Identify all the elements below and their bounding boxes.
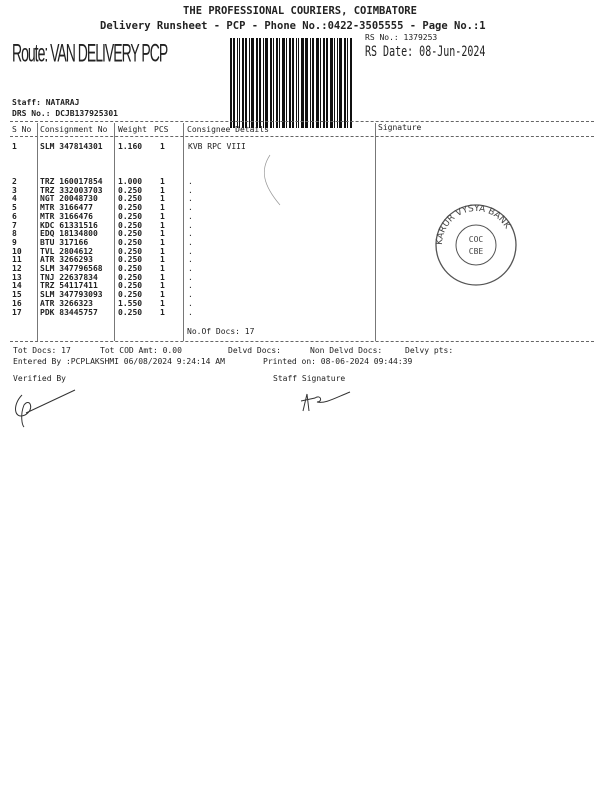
cell-consignee: .	[188, 177, 193, 186]
cell-weight: 0.250	[118, 194, 143, 204]
cell-consignee: .	[188, 229, 193, 239]
barcode-bar	[256, 38, 258, 128]
cell-pcs: 1	[160, 237, 165, 247]
barcode-bar	[270, 38, 272, 128]
barcode-bar	[251, 38, 254, 128]
barcode-bar	[279, 38, 280, 128]
cell-sno: 15	[12, 290, 22, 300]
cell-weight: 0.250	[118, 281, 143, 291]
cell-consignee: .	[188, 264, 193, 273]
cell-pcs: 1	[160, 255, 165, 265]
entered-by: Entered By :PCPLAKSHMI 06/08/2024 9:24:14 AM	[13, 357, 225, 366]
delvy-pts: Delvy pts:	[405, 346, 454, 355]
col-weight: Weight	[118, 125, 147, 134]
barcode-bar	[310, 38, 311, 128]
barcode-bar	[242, 38, 244, 128]
cell-pcs: 1	[160, 220, 165, 230]
cell-sno: 17	[12, 307, 22, 317]
barcode-bar	[330, 38, 333, 128]
cell-pcs: 1	[160, 185, 165, 195]
cell-weight: 0.250	[118, 203, 143, 213]
barcode-bar	[239, 38, 240, 128]
cell-sno: 7	[12, 220, 17, 230]
barcode-bar	[265, 38, 268, 128]
verified-by-label: Verified By	[13, 374, 66, 383]
cell-weight: 0.250	[118, 307, 143, 317]
cell-sno: 8	[12, 229, 17, 239]
barcode-bar	[350, 38, 352, 128]
barcode-bar	[263, 38, 264, 128]
cell-pcs: 1	[160, 211, 165, 221]
cell-sno: 16	[12, 298, 22, 308]
tot-cod: Tot COD Amt: 0.00	[100, 346, 182, 355]
barcode-bar	[344, 38, 346, 128]
runsheet-subtitle: Delivery Runsheet - PCP - Phone No.:0422-3505555 - Page No.:1	[100, 20, 486, 32]
cell-consignee: .	[188, 237, 193, 247]
cell-weight: 0.250	[118, 220, 143, 230]
cell-weight: 0.250	[118, 290, 143, 300]
cell-consignee: .	[188, 298, 193, 308]
cell-sno: 2	[12, 177, 17, 186]
cell-weight: 1.550	[118, 298, 143, 308]
cell-consignee: .	[188, 211, 193, 221]
barcode-bar	[337, 38, 338, 128]
cell-sno: 12	[12, 264, 22, 273]
cell-weight: 0.250	[118, 246, 143, 256]
bank-stamp	[428, 200, 528, 290]
cell-consignment: KDC 61331516	[40, 220, 98, 230]
col-consignment: Consignment No	[40, 125, 108, 134]
stamp-inner-text: CBE	[468, 247, 484, 256]
printed-on: Printed on: 08-06-2024 09:44:39	[263, 357, 413, 366]
staff-signature	[295, 386, 355, 416]
drs-number: DRS No.: DCJB137925301	[12, 109, 118, 118]
stamp-inner-text: COC	[468, 235, 484, 244]
pen-mark	[255, 150, 285, 210]
cell-weight: 0.250	[118, 237, 143, 247]
barcode-bar	[273, 38, 274, 128]
cell-sno: 4	[12, 194, 17, 204]
rs-date: RS Date: 08-Jun-2024	[365, 44, 486, 60]
cell-consignee: .	[188, 220, 193, 230]
cell-pcs: 1	[160, 290, 165, 300]
route-label: Route: VAN DELIVERY PCP	[12, 38, 168, 67]
cell-pcs: 1	[160, 246, 165, 256]
cell-pcs: 1	[160, 142, 165, 151]
barcode-bar	[249, 38, 250, 128]
barcode-bar	[233, 38, 235, 128]
cell-weight: 0.250	[118, 211, 143, 221]
barcode-bar	[296, 38, 297, 128]
tot-docs: Tot Docs: 17	[13, 346, 71, 355]
cell-consignment: TRZ 332003703	[40, 185, 103, 195]
cell-sno: 11	[12, 255, 22, 265]
cell-consignment: MTR 3166476	[40, 211, 93, 221]
barcode-bar	[245, 38, 247, 128]
company-title: THE PROFESSIONAL COURIERS, COIMBATORE	[183, 5, 417, 17]
cell-consignment: TVL 2804612	[40, 246, 93, 256]
cell-sno: 1	[12, 142, 17, 151]
cell-weight: 1.160	[118, 142, 143, 151]
cell-pcs: 1	[160, 281, 165, 291]
col-signature: Signature	[378, 123, 422, 132]
cell-weight: 0.250	[118, 185, 143, 195]
col-sno: S No	[12, 125, 32, 134]
cell-sno: 5	[12, 203, 17, 213]
cell-consignment: BTU 317166	[40, 237, 89, 247]
barcode-bar	[323, 38, 325, 128]
barcode-bar	[326, 38, 328, 128]
cell-pcs: 1	[160, 229, 165, 239]
cell-consignee: KVB RPC VIII	[188, 142, 246, 151]
cell-weight: 0.250	[118, 264, 143, 273]
cell-consignment: NGT 20048730	[40, 194, 98, 204]
barcode-bar	[339, 38, 342, 128]
cell-pcs: 1	[160, 298, 165, 308]
cell-consignee: .	[188, 307, 193, 317]
stamp-outer-text: KARUR VYSYA BANK	[434, 203, 513, 246]
cell-consignment: EDQ 18134800	[40, 229, 98, 239]
barcode-bar	[305, 38, 308, 128]
cell-consignee: .	[188, 255, 193, 265]
cell-consignment: MTR 3166477	[40, 203, 93, 213]
cell-pcs: 1	[160, 264, 165, 273]
cell-pcs: 1	[160, 272, 165, 282]
cell-sno: 9	[12, 237, 17, 247]
non-delvd-docs: Non Delvd Docs:	[310, 346, 383, 355]
cell-consignment: ATR 3266293	[40, 255, 93, 265]
barcode-bar	[301, 38, 304, 128]
rs-number: RS No.: 1379253	[365, 33, 438, 42]
delvd-docs: Delvd Docs:	[228, 346, 281, 355]
barcode-bar	[259, 38, 261, 128]
cell-consignee: .	[188, 185, 193, 195]
cell-consignment: PDK 83445757	[40, 307, 98, 317]
barcode-bar	[320, 38, 321, 128]
cell-weight: 0.250	[118, 255, 143, 265]
cell-consignee: .	[188, 194, 193, 204]
barcode-bar	[237, 38, 238, 128]
cell-pcs: 1	[160, 177, 165, 186]
barcode-bar	[289, 38, 291, 128]
barcode-bar	[282, 38, 285, 128]
cell-consignee: .	[188, 272, 193, 282]
cell-sno: 6	[12, 211, 17, 221]
cell-consignment: SLM 347793093	[40, 290, 103, 300]
barcode-bar	[298, 38, 299, 128]
barcode-bar	[334, 38, 335, 128]
cell-weight: 0.250	[118, 272, 143, 282]
cell-sno: 3	[12, 185, 17, 195]
cell-sno: 14	[12, 281, 22, 291]
barcode-bar	[230, 38, 232, 128]
cell-consignment: TNJ 22637834	[40, 272, 98, 282]
barcode-bar	[316, 38, 319, 128]
cell-consignment: TRZ 160017854	[40, 177, 103, 186]
cell-consignee: .	[188, 281, 193, 291]
cell-consignee: .	[188, 290, 193, 300]
barcode-bar	[347, 38, 348, 128]
cell-consignee: .	[188, 246, 193, 256]
staff-signature-label: Staff Signature	[273, 374, 346, 383]
cell-consignment: ATR 3266323	[40, 298, 93, 308]
cell-sno: 13	[12, 272, 22, 282]
staff-name: Staff: NATARAJ	[12, 98, 80, 107]
cell-pcs: 1	[160, 194, 165, 204]
cell-weight: 0.250	[118, 229, 143, 239]
no-of-docs: No.Of Docs: 17	[187, 327, 255, 336]
cell-consignment: SLM 347796568	[40, 264, 103, 273]
barcode-bar	[286, 38, 287, 128]
barcode	[230, 38, 355, 128]
barcode-bar	[312, 38, 314, 128]
barcode-bar	[276, 38, 278, 128]
verifier-signature	[10, 385, 80, 430]
barcode-bar	[292, 38, 294, 128]
cell-consignment: SLM 347814301	[40, 142, 103, 151]
col-consignee: Consignee Details	[187, 125, 269, 134]
cell-sno: 10	[12, 246, 22, 256]
cell-consignment: TRZ 54117411	[40, 281, 98, 291]
col-pcs: PCS	[154, 125, 169, 134]
cell-pcs: 1	[160, 307, 165, 317]
cell-weight: 1.000	[118, 177, 143, 186]
cell-pcs: 1	[160, 203, 165, 213]
cell-consignee: .	[188, 203, 193, 213]
